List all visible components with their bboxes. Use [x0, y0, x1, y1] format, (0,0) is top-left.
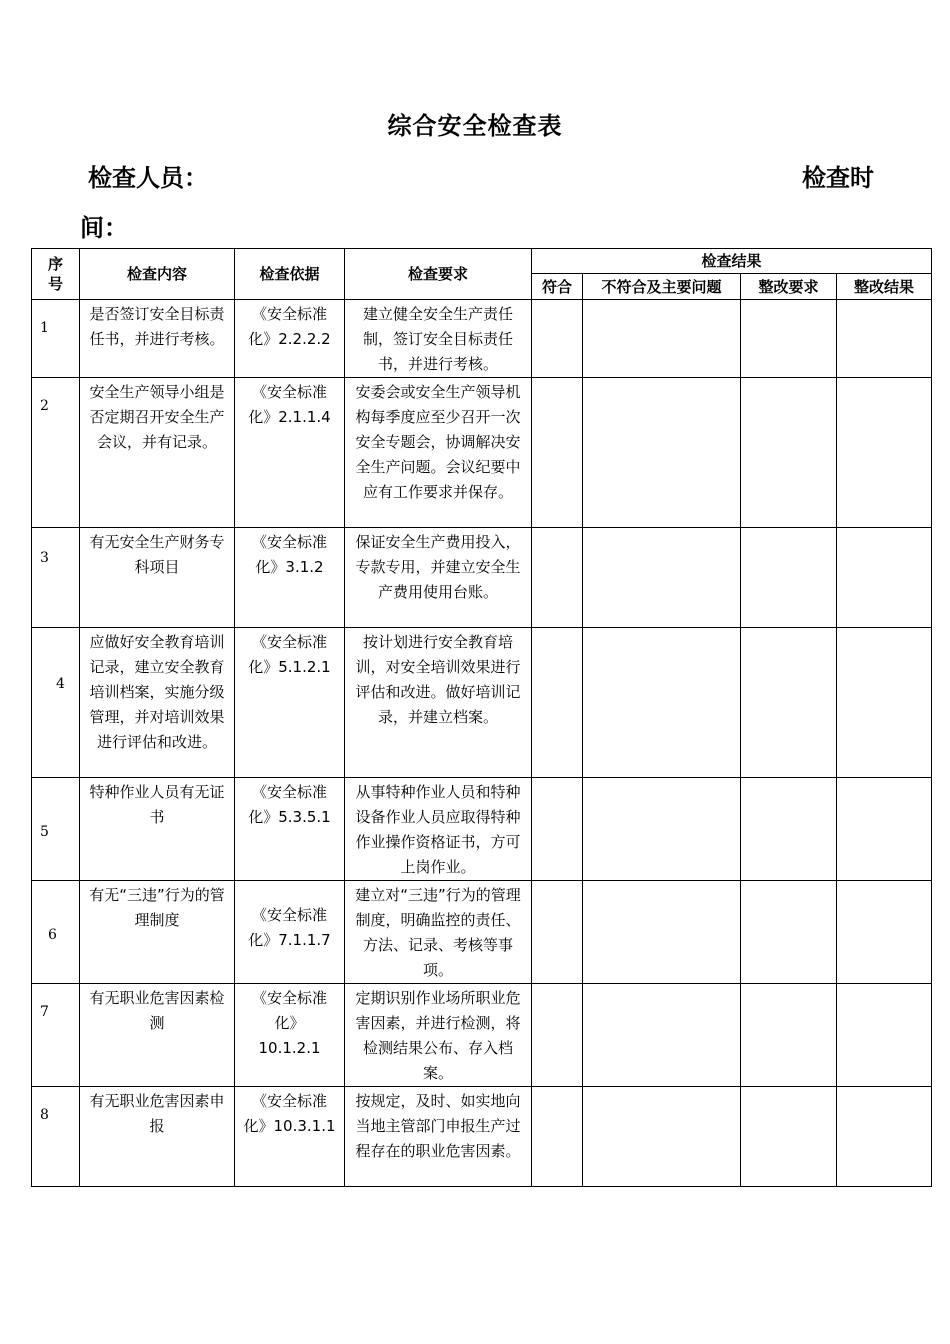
cell-nonconform[interactable]: [583, 881, 741, 984]
header-rectify-result: 整改结果: [837, 274, 932, 300]
cell-nonconform[interactable]: [583, 628, 741, 778]
row-content: 特种作业人员有无证书: [89, 783, 225, 826]
row-number: 6: [48, 927, 57, 943]
cell-rectify-req[interactable]: [741, 778, 837, 881]
cell-rectify-result[interactable]: [837, 881, 932, 984]
row-number: 7: [40, 1004, 49, 1020]
cell-rectify-req[interactable]: [741, 300, 837, 378]
table-row: [32, 300, 932, 378]
header-rectify-req: 整改要求: [741, 274, 837, 300]
cell-nonconform[interactable]: [583, 778, 741, 881]
table-row: [32, 378, 932, 528]
cell-rectify-result[interactable]: [837, 300, 932, 378]
cell-conform[interactable]: [532, 378, 583, 528]
cell-rectify-req[interactable]: [741, 984, 837, 1087]
cell-rectify-req[interactable]: [741, 881, 837, 984]
header-result: 检查结果: [532, 249, 932, 274]
row-content: 有无职业危害因素检测: [89, 989, 225, 1032]
row-basis: 《安全标准化》2.1.1.4: [248, 383, 331, 426]
row-basis: 《安全标准化》10.1.2.1: [251, 989, 327, 1057]
header-conform: 符合: [532, 274, 583, 300]
row-number: 1: [40, 320, 49, 336]
row-content: 有无安全生产财务专科项目: [89, 533, 225, 576]
cell-conform[interactable]: [532, 528, 583, 628]
row-basis: 《安全标准化》2.2.2.2: [248, 305, 331, 348]
row-number: 5: [40, 824, 49, 840]
cell-rectify-result[interactable]: [837, 378, 932, 528]
cell-rectify-result[interactable]: [837, 1087, 932, 1187]
row-content: 是否签订安全目标责任书，并进行考核。: [89, 305, 225, 348]
inspector-label: 检查人员：: [88, 164, 208, 192]
cell-nonconform[interactable]: [583, 300, 741, 378]
time-label-part1: 检查时: [802, 164, 874, 192]
table-row: [32, 528, 932, 628]
row-requirement: 建立健全安全生产责任制，签订安全目标责任书，并进行考核。: [362, 305, 513, 373]
row-number: 8: [40, 1107, 49, 1123]
row-number: 4: [56, 676, 65, 692]
row-content: 应做好安全教育培训记录，建立安全教育培训档案，实施分级管理，并对培训效果进行评估和改进。: [89, 633, 225, 751]
cell-nonconform[interactable]: [583, 528, 741, 628]
row-requirement: 按规定，及时、如实地向当地主管部门申报生产过程存在的职业危害因素。: [355, 1092, 521, 1160]
cell-nonconform[interactable]: [583, 378, 741, 528]
cell-nonconform[interactable]: [583, 1087, 741, 1187]
header-content: 检查内容: [80, 249, 235, 300]
cell-conform[interactable]: [532, 881, 583, 984]
table-row: [32, 1087, 932, 1187]
table-row: [32, 628, 932, 778]
row-number: 2: [40, 398, 49, 414]
header-basis: 检查依据: [235, 249, 345, 300]
cell-conform[interactable]: [532, 300, 583, 378]
row-basis: 《安全标准化》7.1.1.7: [248, 906, 331, 949]
cell-rectify-req[interactable]: [741, 528, 837, 628]
row-requirement: 从事特种作业人员和特种设备作业人员应取得特种作业操作资格证书，方可上岗作业。: [355, 783, 521, 876]
row-basis: 《安全标准化》3.1.2: [251, 533, 327, 576]
cell-rectify-result[interactable]: [837, 528, 932, 628]
cell-rectify-result[interactable]: [837, 628, 932, 778]
cell-rectify-result[interactable]: [837, 778, 932, 881]
table-row: [32, 881, 932, 984]
row-content: 有无职业危害因素申报: [89, 1092, 225, 1135]
header-requirement: 检查要求: [345, 249, 532, 300]
row-content: 有无“三违”行为的管理制度: [89, 886, 225, 929]
table-row: [32, 778, 932, 881]
inspection-table: [31, 248, 932, 1187]
table-row: [32, 984, 932, 1087]
page-title: 综合安全检查表: [387, 112, 563, 140]
row-requirement: 定期识别作业场所职业危害因素，并进行检测，将检测结果公布、存入档案。: [355, 989, 521, 1082]
header-no: 序号: [32, 249, 80, 300]
row-requirement: 按计划进行安全教育培训，对安全培训效果进行评估和改进。做好培训记录，并建立档案。: [355, 633, 521, 726]
cell-rectify-req[interactable]: [741, 628, 837, 778]
cell-conform[interactable]: [532, 984, 583, 1087]
time-label-part2: 间：: [80, 214, 128, 242]
row-content: 安全生产领导小组是否定期召开安全生产会议，并有记录。: [89, 383, 225, 451]
cell-conform[interactable]: [532, 778, 583, 881]
header-nonconform: 不符合及主要问题: [583, 274, 741, 300]
row-requirement: 建立对“三违”行为的管理制度，明确监控的责任、方法、记录、考核等事项。: [355, 886, 521, 979]
row-number: 3: [40, 550, 49, 566]
cell-conform[interactable]: [532, 1087, 583, 1187]
row-requirement: 保证安全生产费用投入，专款专用，并建立安全生产费用使用台账。: [355, 533, 521, 601]
row-requirement: 安委会或安全生产领导机构每季度应至少召开一次安全专题会，协调解决安全生产问题。会议纪要中应有工作要求并保存。: [355, 383, 521, 501]
row-basis: 《安全标准化》5.3.5.1: [248, 783, 331, 826]
cell-nonconform[interactable]: [583, 984, 741, 1087]
row-basis: 《安全标准化》10.3.1.1: [243, 1092, 336, 1135]
cell-rectify-req[interactable]: [741, 378, 837, 528]
cell-conform[interactable]: [532, 628, 583, 778]
cell-rectify-req[interactable]: [741, 1087, 837, 1187]
row-basis: 《安全标准化》5.1.2.1: [248, 633, 331, 676]
cell-rectify-result[interactable]: [837, 984, 932, 1087]
